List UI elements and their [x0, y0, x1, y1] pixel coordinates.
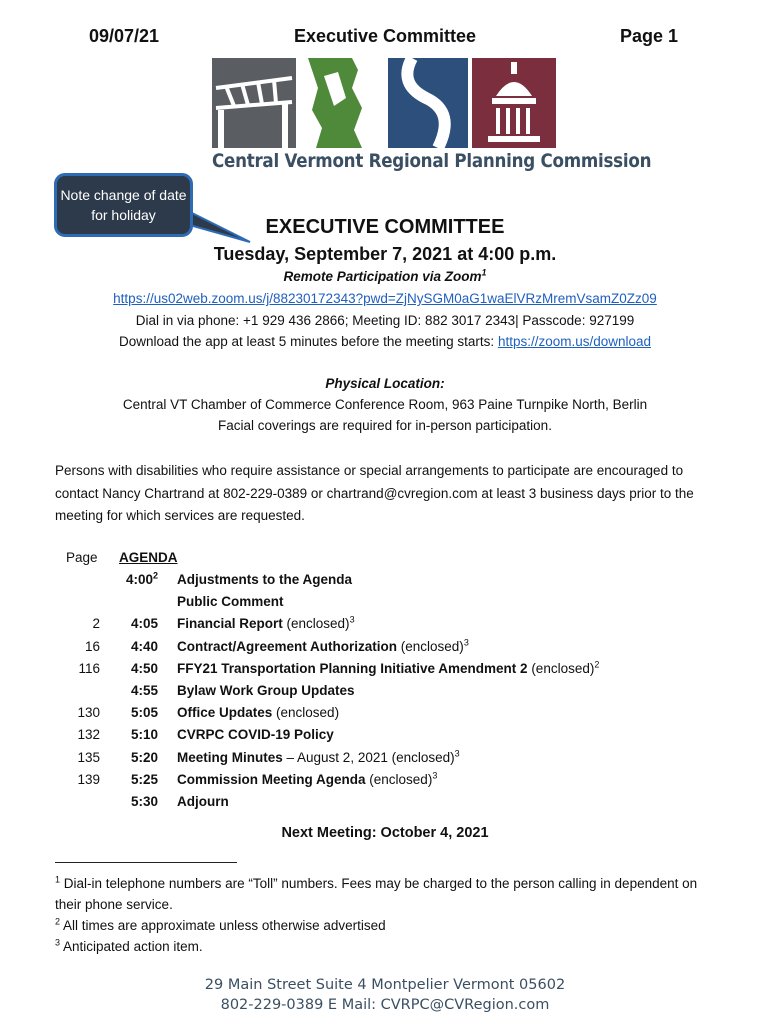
agenda-item-title: Meeting Minutes – August 2, 2021 (enclosed)$^3$ [177, 748, 460, 765]
zoom-download-link[interactable]: https://zoom.us/download [497, 334, 652, 349]
agenda-item-time: 5:30 [130, 794, 158, 809]
header-title: Executive Committee [293, 26, 477, 46]
agenda-item-title: Adjustments to the Agenda [177, 572, 353, 587]
agenda-item-title: CVRPC COVID-19 Policy [177, 727, 334, 743]
agenda-page-header: Page [66, 550, 98, 565]
address-line: 29 Main Street Suite 4 Montpelier Vermont 05602 [204, 977, 566, 993]
remote-participation-label: Remote Participation via Zoom$^1$ [283, 267, 487, 284]
agenda-item [0, 572, 770, 594]
footnote: $^1$ Dial-in telephone numbers are “Toll” numbers. Fees may be charged to the person calling in dependent on their phone service. [55, 874, 698, 912]
agenda-item [0, 772, 770, 794]
agenda-item [0, 794, 770, 816]
agenda-item-title: Bylaw Work Group Updates [177, 683, 355, 698]
facial-coverings-note: Facial coverings are required for in-person participation. [218, 418, 552, 433]
agenda-item-page: 2 [92, 616, 100, 632]
disabilities-notice: Persons with disabilities who require assistance or special arrangements to participate are encouraged to contact Nancy Chartrand at 802-229-0389 or chartrand@cvregion.com at least 3 business days prior to the meeting for which services are requested. [55, 463, 694, 523]
agenda-item [0, 750, 770, 772]
agenda-item-title: Public Comment [177, 594, 284, 610]
agenda-item-title: FFY21 Transportation Planning Initiative Amendment 2 (enclosed)$^2$ [177, 659, 600, 676]
agenda-item [0, 683, 770, 705]
agenda-item [0, 616, 770, 638]
physical-location-label: Physical Location: [325, 376, 445, 391]
physical-location: Central VT Chamber of Commerce Conference Room, 963 Paine Turnpike North, Berlin [122, 397, 648, 412]
agenda-item-time: 4:50 [130, 660, 158, 676]
cvrpc-logo [212, 58, 556, 148]
agenda-item-title: Office Updates (enclosed) [177, 705, 340, 721]
agenda-item-time: 4:55 [130, 683, 158, 698]
agenda-item-time: 4:40 [130, 638, 158, 654]
agenda-item [0, 661, 770, 683]
next-meeting: Next Meeting: October 4, 2021 [281, 825, 489, 841]
footnote-divider [55, 862, 237, 863]
agenda-item-title: Adjourn [177, 794, 229, 809]
zoom-meeting-link[interactable]: https://us02web.zoom.us/j/88230172343?pwd=ZjNySGM0aG1waElVRzMremVsamZ0Zz09 [113, 291, 657, 306]
agenda-item-time: 5:05 [130, 705, 158, 721]
agenda-item-time: 5:25 [130, 771, 158, 787]
agenda-item-time: $4:00^2$ [125, 570, 158, 587]
contact-line: 802-229-0389 E Mail: CVRPC@CVRegion.com [220, 997, 550, 1013]
agenda-item-page: 116 [78, 660, 100, 676]
agenda-item [0, 705, 770, 727]
footnotes [55, 873, 715, 957]
agenda-item-title: Commission Meeting Agenda (enclosed)$^3$ [177, 770, 438, 787]
agenda-item-page: 132 [77, 727, 100, 743]
dial-in-info: Dial in via phone: +1 929 436 2866; Meeting ID: 882 3017 2343| Passcode: 927199 [135, 313, 635, 328]
agenda-item-title: Financial Report (enclosed)$^3$ [177, 614, 355, 632]
organization-name: Central Vermont Regional Planning Commission [212, 150, 652, 172]
agenda-item [0, 639, 770, 661]
agenda-item-page: 130 [77, 705, 100, 721]
agenda-item-page: 135 [77, 749, 100, 765]
header-page-number: Page 1 [619, 26, 678, 46]
agenda-item-time: 5:20 [130, 749, 158, 765]
agenda-item-page: 139 [77, 771, 100, 787]
meeting-datetime: Tuesday, September 7, 2021 at 4:00 p.m. [213, 244, 557, 264]
agenda-item-title: Contract/Agreement Authorization (enclosed)$^3$ [177, 637, 469, 654]
holiday-callout: Note change of date for holiday [54, 173, 193, 237]
download-app-line: Download the app at least 5 minutes before the meeting starts: https://zoom.us/download [118, 334, 652, 349]
agenda-item [0, 594, 770, 616]
footer-address [0, 975, 770, 1015]
agenda-item-time: 4:05 [130, 616, 158, 632]
footnote: $^2$ All times are approximate unless otherwise advertised [55, 916, 386, 933]
header-date: 09/07/21 [89, 26, 160, 46]
meeting-heading: EXECUTIVE COMMITTEE [265, 216, 505, 238]
agenda-title: AGENDA [119, 550, 178, 565]
footnote: $^3$ Anticipated action item. [55, 937, 203, 954]
agenda-item [0, 727, 770, 749]
agenda-item-time: 5:10 [130, 727, 158, 743]
agenda-item-page: 16 [84, 638, 100, 654]
